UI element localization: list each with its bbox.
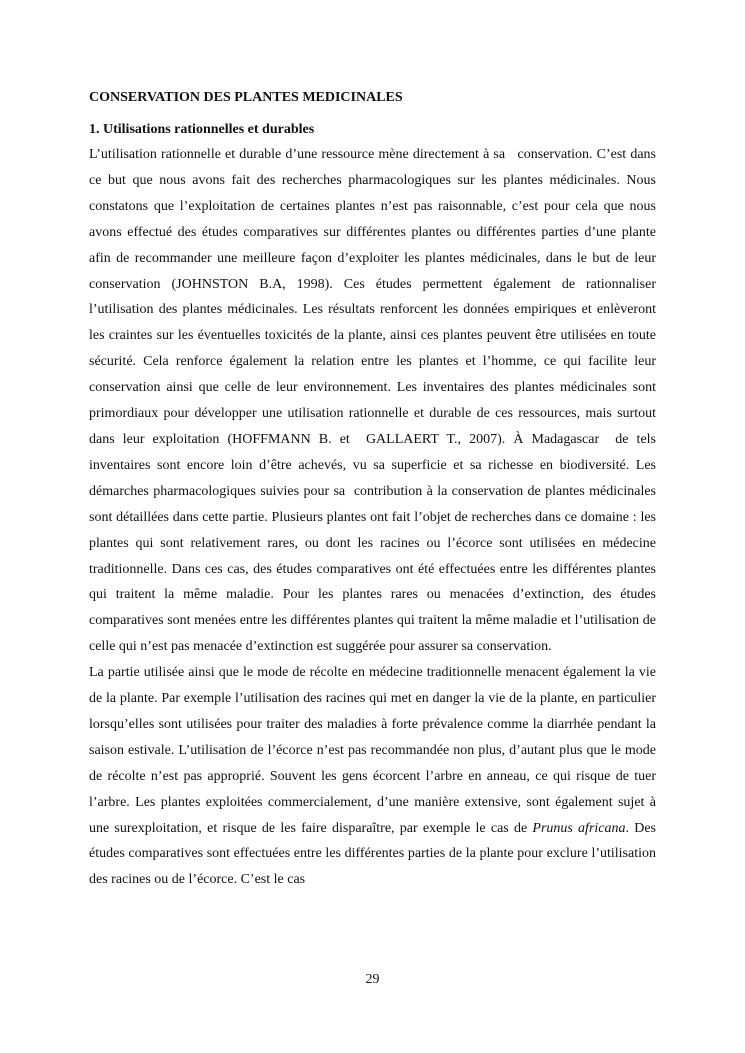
page-number: 29 [365,972,380,987]
species-name-italic: Prunus africana [532,820,626,836]
section-heading: 1. Utilisations rationnelles et durables [89,122,315,137]
page-content [89,88,660,893]
document-title: CONSERVATION DES PLANTES MEDICINALES [89,90,403,105]
paragraph-2-text-start: La partie utilisée ainsi que le mode de récolte en médecine traditionnelle menacent également la vie de la plante. Par exemple l’utilisation des racines qui met en danger la vie de la plante, en particulier lorsqu’elles sont utilisées pour traiter des maladies à forte prévalence comme la diarrhée pendant la saison estivale. L’utilisation de l’écorce n’est pas recommandée non plus, d’autant plus que le mode de récolte n’est pas approprié. Souvent les gens écorcent l’arbre en anneau, ce qui risque de tuer l’arbre. Les plantes exploitées commercialement, d’une manière extensive, sont également sujet à une surexploitation, et risque de les faire disparaître, par exemple le cas de [89,665,660,836]
body-paragraph-1: L’utilisation rationnelle et durable d’une ressource mène directement à sa conservation. C’est dans ce but que nous avons fait des recherches pharmacologiques sur les plantes médicinales. Nous constatons que l’exploitation de certaines plantes n’est pas raisonnable, c’est pour cela que nous avons effectué des études comparatives sur différentes plantes ou différentes parties d’une plante afin de recommander une meilleure façon d’exploiter les plantes médicinales, dans le but de leur conservation (JOHNSTON B.A, 1998). Ces études permettent également de rationnaliser l’utilisation des plantes médicinales. Les résultats renforcent les données empiriques et enlèveront les craintes sur les éventuelles toxicités de la plante, ainsi ces plantes peuvent être utilisées en toute sécurité. Cela renforce également la relation entre les plantes et l’homme, ce qui facilite leur conservation ainsi que celle de leur environnement. Les inventaires des plantes médicinales sont primordiaux pour développer une utilisation rationnelle et durable de ces ressources, mais surtout dans leur exploitation (HOFFMANN B. et GALLAERT T., 2007). À Madagascar de tels inventaires sont encore loin d’être achevés, vu sa superficie et sa richesse en biodiversité. Les démarches pharmacologiques suivies pour sa contribution à la conservation de plantes médicinales sont détaillées dans cette partie. Plusieurs plantes ont fait l’objet de recherches dans ce domaine : les plantes qui sont relativement rares, ou dont les racines ou l’écorce sont utilisées en médecine traditionnelle. Dans ces cas, des études comparatives ont été effectuées entre les différentes plantes qui traitent la même maladie. Pour les plantes rares ou menacées d’extinction, des études comparatives sont menées entre les différentes plantes qui traitent la même maladie et l’utilisation de celle qui n’est pas menacée d’extinction est suggérée pour assurer sa conservation. [89,147,660,655]
body-paragraph-2 [89,660,660,893]
paragraph-2-text-end: . Des études comparatives sont effectuées entre les différentes parties de la plante pour exclure l’utilisation des racines ou de l’écorce. C’est le cas [89,820,660,888]
